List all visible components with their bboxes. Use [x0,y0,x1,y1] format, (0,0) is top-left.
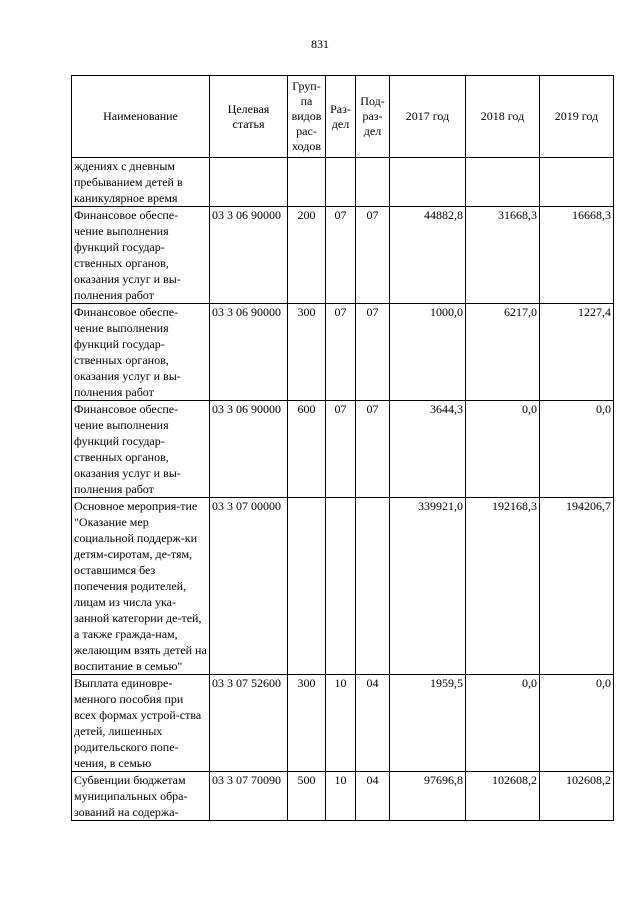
cell-section [326,498,356,675]
cell-target: 03 3 06 90000 [210,207,288,304]
table-row [72,675,614,772]
budget-table [71,75,614,821]
header-target: Целевая статья [210,76,288,158]
cell-section: 07 [326,401,356,498]
cell-section: 10 [326,772,356,821]
cell-name: Финансовое обеспе-чение выполнения функций государ-ственных органов, оказания услуг и вы-полнения работ [72,304,210,401]
cell-section: 10 [326,675,356,772]
cell-subsection: 07 [356,304,390,401]
cell-2018: 0,0 [466,401,540,498]
header-subsection: Под-раз-дел [356,76,390,158]
cell-2018: 192168,3 [466,498,540,675]
cell-target: 03 3 06 90000 [210,304,288,401]
cell-name: Субвенции бюджетам муниципальных обра-зований на содержа- [72,772,210,821]
cell-name: Финансовое обеспе-чение выполнения функций государ-ственных органов, оказания услуг и вы-полнения работ [72,401,210,498]
cell-2019: 0,0 [540,675,614,772]
table-row [72,207,614,304]
page-number: 831 [311,37,329,51]
cell-2017 [390,158,466,207]
cell-target: 03 3 07 70090 [210,772,288,821]
cell-subsection [356,498,390,675]
cell-group: 300 [288,304,326,401]
cell-2018: 31668,3 [466,207,540,304]
cell-group: 300 [288,675,326,772]
cell-2019: 0,0 [540,401,614,498]
cell-2017: 1000,0 [390,304,466,401]
cell-subsection: 04 [356,772,390,821]
cell-2019 [540,158,614,207]
table-row [72,401,614,498]
cell-target: 03 3 07 52600 [210,675,288,772]
cell-2019: 194206,7 [540,498,614,675]
cell-section [326,158,356,207]
cell-name: Основное мероприя-тие "Оказание мер социальной поддерж-ки детям-сиротам, де-тям, оставшимся без попечения родителей, лицам из числа ука-занной категории де-тей, а также гражда-нам, желающим взять детей на воспитание в семью" [72,498,210,675]
table-row [72,772,614,821]
cell-subsection: 07 [356,207,390,304]
cell-2018: 0,0 [466,675,540,772]
cell-2017: 44882,8 [390,207,466,304]
cell-2017: 97696,8 [390,772,466,821]
cell-group [288,498,326,675]
cell-section: 07 [326,304,356,401]
table-row [72,498,614,675]
cell-2019: 102608,2 [540,772,614,821]
cell-name: ждениях с дневным пребыванием детей в каникулярное время [72,158,210,207]
cell-2019: 16668,3 [540,207,614,304]
cell-subsection [356,158,390,207]
cell-group [288,158,326,207]
header-2019: 2019 год [540,76,614,158]
cell-target [210,158,288,207]
header-2018: 2018 год [466,76,540,158]
cell-subsection: 04 [356,675,390,772]
cell-2017: 1959,5 [390,675,466,772]
cell-2018 [466,158,540,207]
cell-group: 600 [288,401,326,498]
cell-subsection: 07 [356,401,390,498]
header-name: Наименование [72,76,210,158]
header-row [72,76,614,158]
cell-section: 07 [326,207,356,304]
cell-name: Финансовое обеспе-чение выполнения функций государ-ственных органов, оказания услуг и вы-полнения работ [72,207,210,304]
cell-2017: 339921,0 [390,498,466,675]
cell-group: 200 [288,207,326,304]
cell-2018: 102608,2 [466,772,540,821]
cell-target: 03 3 07 00000 [210,498,288,675]
cell-2017: 3644,3 [390,401,466,498]
header-group: Груп-па видов рас-ходов [288,76,326,158]
table-row [72,158,614,207]
header-2017: 2017 год [390,76,466,158]
table-row [72,304,614,401]
cell-target: 03 3 06 90000 [210,401,288,498]
cell-group: 500 [288,772,326,821]
cell-2018: 6217,0 [466,304,540,401]
cell-2019: 1227,4 [540,304,614,401]
cell-name: Выплата единовре-менного пособия при всех формах устрой-ства детей, лишенных родительского попе-чения, в семью [72,675,210,772]
header-section: Раз-дел [326,76,356,158]
